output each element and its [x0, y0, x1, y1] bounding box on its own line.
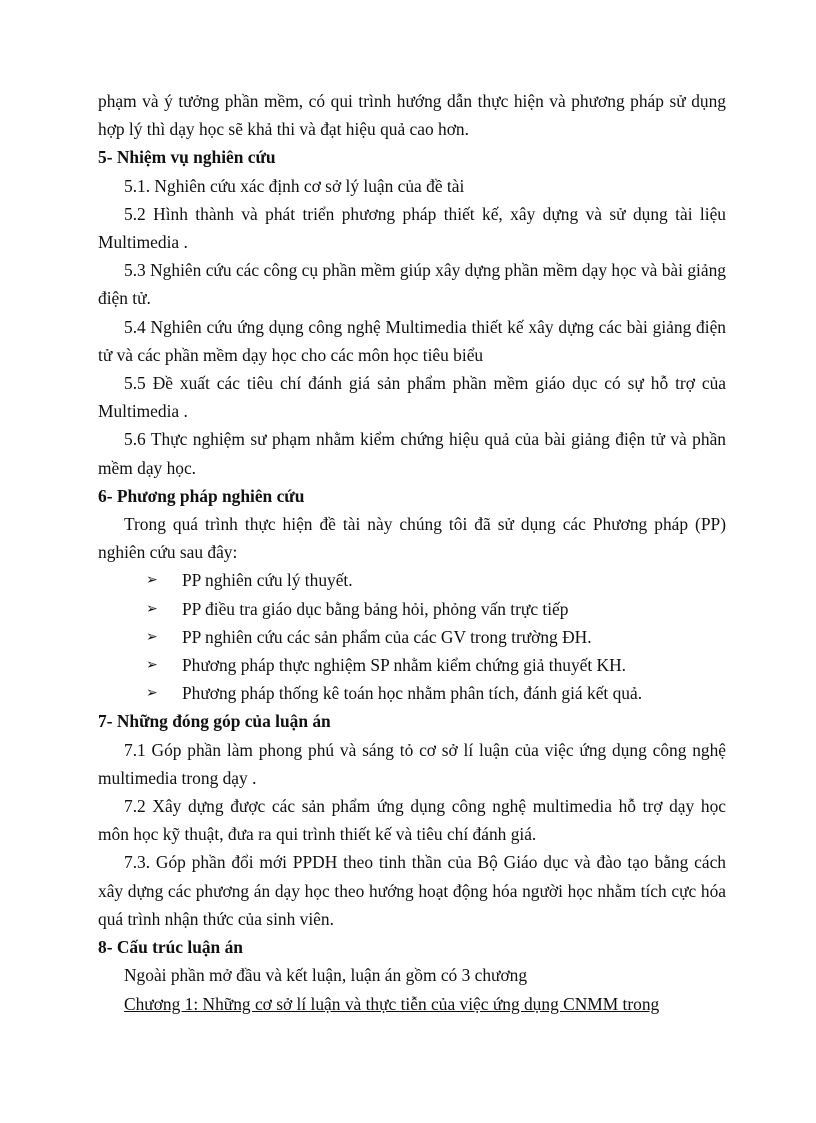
section-5-item-1: 5.1. Nghiên cứu xác định cơ sở lý luận của đề tài — [124, 175, 465, 196]
section-6-heading: 6- Phương pháp nghiên cứu — [98, 485, 305, 506]
chapter-1-title: Chương 1: Những cơ sở lí luận và thực tiễn của việc ứng dụng CNMM trong — [124, 993, 660, 1014]
section-8-heading: 8- Cấu trúc luận án — [98, 937, 243, 958]
section-5-item-6: 5.6 Thực nghiệm sư phạm nhằm kiểm chứng hiệu quả của bài giảng điện tử và phần mềm dạy học. — [98, 429, 726, 478]
section-8-intro: Ngoài phần mở đầu và kết luận, luận án gồm có 3 chương — [124, 965, 528, 986]
list-item — [98, 595, 726, 623]
list-item-text: PP nghiên cứu lý thuyết. — [182, 570, 353, 591]
section-5-heading: 5- Nhiệm vụ nghiên cứu — [98, 147, 276, 168]
section-7-item-1: 7.1 Góp phần làm phong phú và sáng tỏ cơ sở lí luận của việc ứng dụng công nghệ multimedia trong dạy . — [98, 739, 726, 788]
section-5-item-5: 5.5 Đề xuất các tiêu chí đánh giá sản phẩm phần mềm giáo dục có sự hỗ trợ của Multimedia . — [98, 373, 726, 422]
section-5-item-4: 5.4 Nghiên cứu ứng dụng công nghệ Multimedia thiết kế xây dựng các bài giảng điện tử và các phần mềm dạy học cho các môn học tiêu biểu — [98, 316, 726, 365]
chapter-1-line — [98, 990, 726, 1018]
section-6-intro: Trong quá trình thực hiện đề tài này chúng tôi đã sử dụng các Phương pháp (PP) nghiên cứu sau đây: — [98, 514, 726, 563]
methods-list — [98, 566, 726, 707]
arrow-bullet-icon: ➢ — [146, 600, 158, 617]
arrow-bullet-icon: ➢ — [146, 685, 158, 702]
list-item — [98, 623, 726, 651]
section-5-item-2: 5.2 Hình thành và phát triển phương pháp thiết kế, xây dựng và sử dụng tài liệu Multimedia . — [98, 203, 726, 253]
arrow-bullet-icon: ➢ — [146, 572, 158, 589]
section-7-item-3: 7.3. Góp phần đổi mới PPDH theo tinh thần của Bộ Giáo dục và đào tạo bằng cách xây dựng các phương án dạy học theo hướng hoạt động hóa người học nhằm tích cực hóa quá trình nhận thức của sinh viên. — [98, 852, 726, 929]
list-item — [98, 679, 726, 707]
list-item-text: Phương pháp thực nghiệm SP nhằm kiểm chứng giả thuyết KH. — [182, 655, 627, 676]
list-item-text: PP điều tra giáo dục bằng bảng hỏi, phỏng vấn trực tiếp — [182, 598, 569, 619]
list-item — [98, 651, 726, 679]
intro-paragraph: phạm và ý tưởng phần mềm, có qui trình hướng dẫn thực hiện và phương pháp sử dụng hợp lý thì dạy học sẽ khả thi và đạt hiệu quả cao hơn. — [98, 91, 726, 140]
document-page — [98, 87, 726, 1018]
section-5-item-3: 5.3 Nghiên cứu các công cụ phần mềm giúp xây dựng phần mềm dạy học và bài giảng điện tử. — [98, 260, 726, 309]
list-item-text: PP nghiên cứu các sản phẩm của các GV trong trường ĐH. — [182, 626, 592, 647]
section-7-item-2: 7.2 Xây dựng được các sản phẩm ứng dụng công nghệ multimedia hỗ trợ dạy học môn học kỹ thuật, đưa ra qui trình thiết kế và tiêu chí đánh giá. — [98, 796, 726, 845]
arrow-bullet-icon: ➢ — [146, 628, 158, 645]
arrow-bullet-icon: ➢ — [146, 657, 158, 674]
list-item-text: Phương pháp thống kê toán học nhằm phân tích, đánh giá kết quả. — [182, 683, 643, 704]
section-7-heading: 7- Những đóng góp của luận án — [98, 711, 331, 732]
list-item — [98, 566, 726, 594]
